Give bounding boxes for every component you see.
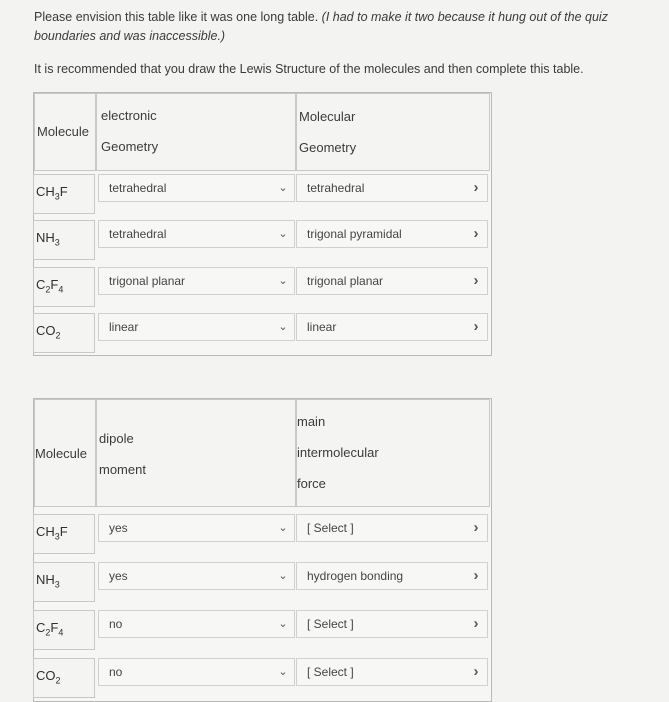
chevron-right-icon: ›: [473, 272, 479, 289]
header-molecule-2: Molecule: [35, 446, 88, 461]
select-value: trigonal planar: [307, 274, 384, 288]
molecule-formula: $CH_3F$: [36, 184, 68, 202]
chevron-right-icon: ›: [473, 225, 479, 242]
instructions-text: Please envision this table like it was one long table.: [34, 10, 322, 24]
chevron-down-icon: ⌄: [278, 182, 288, 194]
molecule-formula: $NH_3$: [36, 572, 60, 590]
electronic-geometry-select[interactable]: [98, 267, 295, 295]
chevron-right-icon: ›: [473, 567, 479, 584]
chevron-down-icon: ⌄: [278, 321, 288, 333]
header-molecule: Molecule: [37, 124, 90, 139]
header-intermolecular: intermolecular: [297, 445, 379, 460]
intermolecular-force-select[interactable]: [296, 610, 488, 638]
header-force: force: [297, 476, 326, 491]
dipole-moment-select[interactable]: [98, 514, 295, 542]
chevron-down-icon: ⌄: [278, 522, 288, 534]
molecular-geometry-select[interactable]: [296, 313, 488, 341]
molecule-formula: $CO_2$: [36, 668, 61, 686]
dipole-moment-select[interactable]: [98, 610, 295, 638]
instructions-note: (I had to make it two because it hung out of the quiz boundaries and was inaccessible.): [34, 10, 608, 43]
select-value: linear: [307, 320, 337, 334]
header-electronic: electronic: [101, 108, 157, 123]
select-value: hydrogen bonding: [307, 569, 404, 583]
select-value: yes: [109, 569, 128, 583]
header-dipole: dipole: [99, 431, 134, 446]
select-value: tetrahedral: [109, 227, 167, 241]
chevron-down-icon: ⌄: [278, 228, 288, 240]
header-cell-dipole-moment: [96, 399, 296, 507]
recommendation-text: It is recommended that you draw the Lewis Structure of the molecules and then complete this table.: [34, 62, 584, 76]
molecule-formula: $C_2F_4$: [36, 277, 64, 295]
select-value: [ Select ]: [307, 617, 354, 631]
header-cell-molecular-geometry: [296, 93, 490, 171]
intermolecular-force-select[interactable]: [296, 562, 488, 590]
molecule-formula: $CO_2$: [36, 323, 61, 341]
chevron-right-icon: ›: [473, 318, 479, 335]
select-value: tetrahedral: [109, 181, 167, 195]
electronic-geometry-select[interactable]: [98, 313, 295, 341]
chevron-down-icon: ⌄: [278, 275, 288, 287]
header-dipole-moment: moment: [99, 462, 146, 477]
header-cell-molecule: [34, 93, 96, 171]
electronic-geometry-select[interactable]: [98, 174, 295, 202]
molecular-geometry-select[interactable]: [296, 174, 488, 202]
header-electronic-geometry: Geometry: [101, 139, 159, 154]
select-value: yes: [109, 521, 128, 535]
header-molecular-geometry: Geometry: [299, 140, 357, 155]
molecular-geometry-select[interactable]: [296, 267, 488, 295]
molecular-geometry-select[interactable]: [296, 220, 488, 248]
select-value: [ Select ]: [307, 665, 354, 679]
chevron-right-icon: ›: [473, 519, 479, 536]
header-molecular: Molecular: [299, 109, 356, 124]
intermolecular-force-select[interactable]: [296, 658, 488, 686]
chevron-down-icon: ⌄: [278, 666, 288, 678]
molecule-formula: $CH_3F$: [36, 524, 68, 542]
molecule-formula: $C_2F_4$: [36, 620, 64, 638]
select-value: no: [109, 617, 123, 631]
electronic-geometry-select[interactable]: [98, 220, 295, 248]
select-value: trigonal planar: [109, 274, 186, 288]
chevron-right-icon: ›: [473, 663, 479, 680]
select-value: no: [109, 665, 123, 679]
chevron-down-icon: ⌄: [278, 570, 288, 582]
header-cell-molecule-2: [34, 399, 96, 507]
select-value: [ Select ]: [307, 521, 354, 535]
instructions: [34, 8, 654, 46]
chevron-right-icon: ›: [473, 615, 479, 632]
intermolecular-force-select[interactable]: [296, 514, 488, 542]
dipole-moment-select[interactable]: [98, 658, 295, 686]
select-value: trigonal pyramidal: [307, 227, 402, 241]
header-cell-intermolecular-force: [296, 399, 490, 507]
header-cell-electronic-geometry: [96, 93, 296, 171]
dipole-table: [33, 398, 492, 702]
select-value: tetrahedral: [307, 181, 365, 195]
chevron-right-icon: ›: [473, 179, 479, 196]
chevron-down-icon: ⌄: [278, 618, 288, 630]
header-main: main: [297, 414, 326, 429]
dipole-moment-select[interactable]: [98, 562, 295, 590]
molecule-formula: $NH_3$: [36, 230, 60, 248]
select-value: linear: [109, 320, 139, 334]
